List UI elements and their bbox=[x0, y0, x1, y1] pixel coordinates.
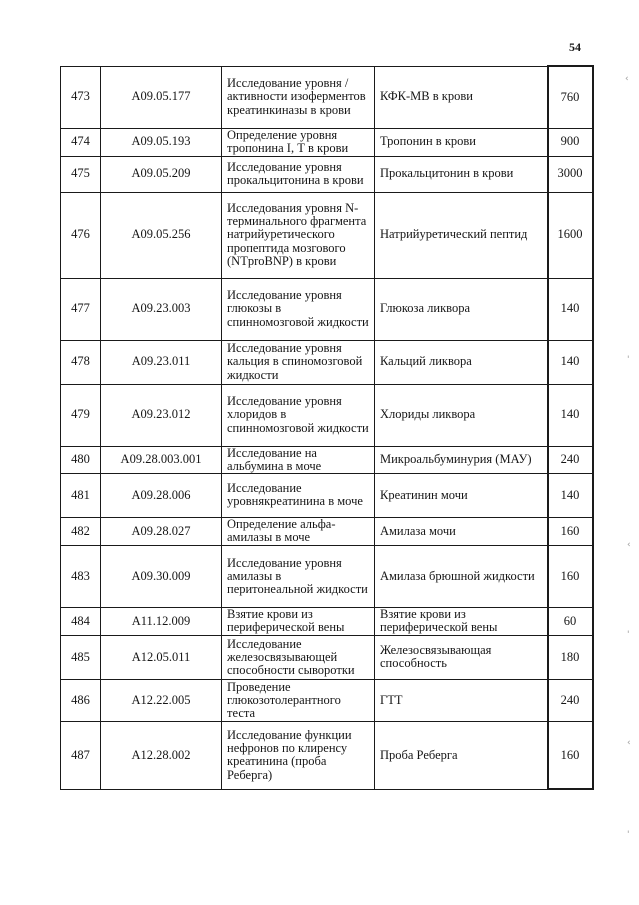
service-short-name: Кальций ликвора bbox=[375, 340, 548, 384]
table-row bbox=[61, 278, 593, 340]
service-price: 160 bbox=[548, 545, 593, 607]
service-description: Исследования уровня N-терминального фрагмента натрийуретического пропептида мозгового (NTproBNP) в крови bbox=[222, 192, 375, 278]
service-short-name: Железосвязывающая способность bbox=[375, 635, 548, 679]
service-short-name: Хлориды ликвора bbox=[375, 384, 548, 446]
service-code: A09.23.003 bbox=[101, 278, 222, 340]
service-description: Исследование на альбумина в моче bbox=[222, 446, 375, 473]
table-row bbox=[61, 473, 593, 517]
service-code: A09.05.193 bbox=[101, 128, 222, 156]
service-description: Исследование уровня кальция в спиномозговой жидкости bbox=[222, 340, 375, 384]
table-row bbox=[61, 192, 593, 278]
service-description: Исследование уровня хлоридов в спинномозговой жидкости bbox=[222, 384, 375, 446]
service-short-name: Амилаза брюшной жидкости bbox=[375, 545, 548, 607]
row-number: 479 bbox=[61, 384, 101, 446]
service-code: A09.28.003.001 bbox=[101, 446, 222, 473]
service-code: A09.05.209 bbox=[101, 156, 222, 192]
service-price: 140 bbox=[548, 340, 593, 384]
service-description: Исследование уровня /активности изоферментов креатинкиназы в крови bbox=[222, 66, 375, 128]
service-price: 3000 bbox=[548, 156, 593, 192]
price-list-body bbox=[61, 66, 593, 789]
service-short-name: Натрийуретический пептид bbox=[375, 192, 548, 278]
service-description: Исследование уровня прокальцитонина в крови bbox=[222, 156, 375, 192]
service-price: 60 bbox=[548, 607, 593, 635]
scan-margin-mark: ' bbox=[627, 830, 630, 840]
table-row bbox=[61, 384, 593, 446]
scan-margin-mark: ' bbox=[627, 355, 630, 365]
table-row bbox=[61, 66, 593, 128]
service-price: 140 bbox=[548, 473, 593, 517]
table-row bbox=[61, 128, 593, 156]
row-number: 483 bbox=[61, 545, 101, 607]
table-row bbox=[61, 635, 593, 679]
service-code: A09.23.011 bbox=[101, 340, 222, 384]
service-price: 900 bbox=[548, 128, 593, 156]
row-number: 484 bbox=[61, 607, 101, 635]
row-number: 480 bbox=[61, 446, 101, 473]
scan-margin-mark: ‹ bbox=[625, 74, 629, 84]
service-short-name: Взятие крови из периферической вены bbox=[375, 607, 548, 635]
service-description: Исследование уровня амилазы в перитонеальной жидкости bbox=[222, 545, 375, 607]
service-code: A09.28.006 bbox=[101, 473, 222, 517]
service-description: Проведение глюкозотолерантного теста bbox=[222, 679, 375, 721]
scan-margin-mark: ‹ bbox=[627, 738, 631, 748]
service-price: 140 bbox=[548, 278, 593, 340]
table-row bbox=[61, 679, 593, 721]
service-description: Исследование уровнякреатинина в моче bbox=[222, 473, 375, 517]
row-number: 477 bbox=[61, 278, 101, 340]
row-number: 474 bbox=[61, 128, 101, 156]
service-description: Определение альфа-амилазы в моче bbox=[222, 517, 375, 545]
service-short-name: Креатинин мочи bbox=[375, 473, 548, 517]
service-price: 160 bbox=[548, 517, 593, 545]
table-row bbox=[61, 545, 593, 607]
price-list-table bbox=[60, 65, 594, 790]
service-short-name: Глюкоза ликвора bbox=[375, 278, 548, 340]
service-price: 1600 bbox=[548, 192, 593, 278]
service-description: Исследование железосвязывающей способности сыворотки bbox=[222, 635, 375, 679]
service-code: A09.05.177 bbox=[101, 66, 222, 128]
service-description: Исследование функции нефронов по клиренсу креатинина (проба Реберга) bbox=[222, 721, 375, 789]
service-short-name: Микроальбуминурия (МАУ) bbox=[375, 446, 548, 473]
service-short-name: Амилаза мочи bbox=[375, 517, 548, 545]
table-row bbox=[61, 517, 593, 545]
service-short-name: Тропонин в крови bbox=[375, 128, 548, 156]
service-price: 240 bbox=[548, 446, 593, 473]
service-code: A12.28.002 bbox=[101, 721, 222, 789]
service-code: A12.05.011 bbox=[101, 635, 222, 679]
service-short-name: КФК-МВ в крови bbox=[375, 66, 548, 128]
service-price: 760 bbox=[548, 66, 593, 128]
row-number: 475 bbox=[61, 156, 101, 192]
table-row bbox=[61, 156, 593, 192]
table-row bbox=[61, 721, 593, 789]
service-price: 240 bbox=[548, 679, 593, 721]
service-code: A09.23.012 bbox=[101, 384, 222, 446]
scan-margin-mark: ‹ bbox=[627, 540, 631, 550]
service-code: A09.28.027 bbox=[101, 517, 222, 545]
row-number: 482 bbox=[61, 517, 101, 545]
service-code: A09.30.009 bbox=[101, 545, 222, 607]
row-number: 487 bbox=[61, 721, 101, 789]
row-number: 486 bbox=[61, 679, 101, 721]
service-code: A11.12.009 bbox=[101, 607, 222, 635]
row-number: 473 bbox=[61, 66, 101, 128]
service-code: A12.22.005 bbox=[101, 679, 222, 721]
page-number: 54 bbox=[569, 40, 581, 54]
service-description: Исследование уровня глюкозы в спинномозговой жидкости bbox=[222, 278, 375, 340]
service-code: A09.05.256 bbox=[101, 192, 222, 278]
row-number: 481 bbox=[61, 473, 101, 517]
table-row bbox=[61, 340, 593, 384]
service-price: 160 bbox=[548, 721, 593, 789]
row-number: 485 bbox=[61, 635, 101, 679]
row-number: 476 bbox=[61, 192, 101, 278]
service-price: 180 bbox=[548, 635, 593, 679]
service-description: Определение уровня тропонина I, Т в крови bbox=[222, 128, 375, 156]
table-row bbox=[61, 446, 593, 473]
service-short-name: ГТТ bbox=[375, 679, 548, 721]
scan-margin-mark: ' bbox=[627, 630, 630, 640]
service-short-name: Проба Реберга bbox=[375, 721, 548, 789]
table-row bbox=[61, 607, 593, 635]
service-short-name: Прокальцитонин в крови bbox=[375, 156, 548, 192]
row-number: 478 bbox=[61, 340, 101, 384]
service-price: 140 bbox=[548, 384, 593, 446]
service-description: Взятие крови из периферической вены bbox=[222, 607, 375, 635]
